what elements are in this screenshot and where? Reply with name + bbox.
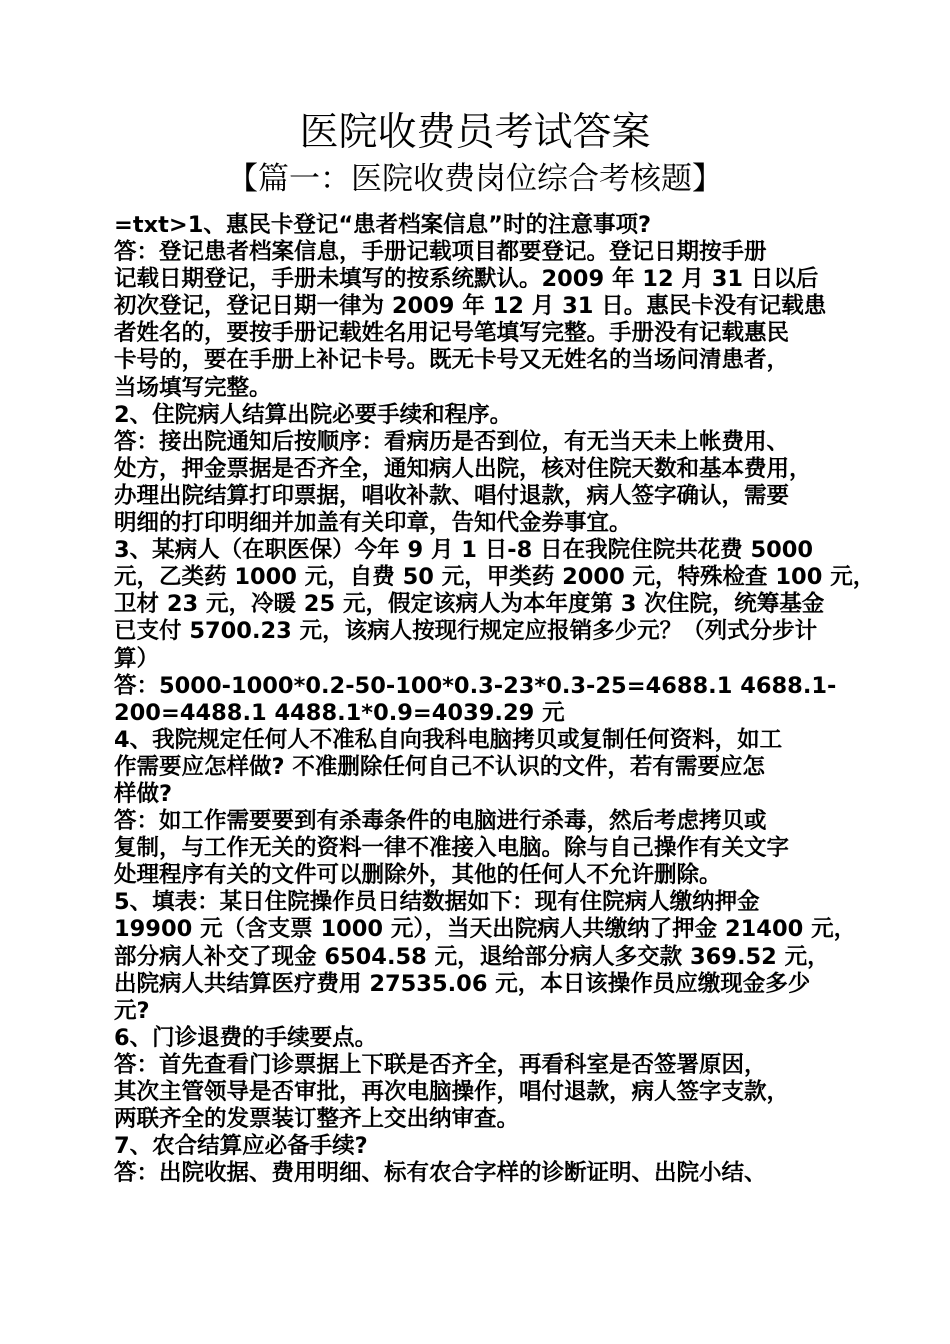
text-line: 已支付 5700.23 元，该病人按现行规定应报销多少元？（列式分步计 [114,618,818,645]
text-line: 明细的打印明细并加盖有关印章，告知代金券事宜。 [114,510,632,537]
document-title: 医院收费员考试答案 [299,110,651,155]
text-line: 19900 元（含支票 1000 元），当天出院病人共缴纳了押金 21400 元， [114,916,857,943]
text-line: 4、我院规定任何人不准私自向我科电脑拷贝或复制任何资料，如工 [114,726,783,753]
text-line: 6、门诊退费的手续要点。 [114,1024,378,1051]
text-line: 5、填表：某日住院操作员日结数据如下：现有住院病人缴纳押金 [114,889,760,916]
text-line: 3、某病人（在职医保）今年 9 月 1 日-8 日在我院住院共花费 5000 [114,537,814,564]
text-line: 2、住院病人结算出院必要手续和程序。 [114,401,513,428]
text-line: 答：出院收据、费用明细、标有农合字样的诊断证明、出院小结、 [114,1160,767,1187]
text-line: 答：如工作需要要到有杀毒条件的电脑进行杀毒，然后考虑拷贝或 [114,808,767,835]
text-line: 处方，押金票据是否齐全，通知病人出院，核对住院天数和基本费用， [114,455,812,482]
text-line: 两联齐全的发票装订整齐上交出纳审查。 [114,1106,520,1133]
text-line: 答：接出院通知后按顺序：看病历是否到位，有无当天未上帐费用、 [114,428,790,455]
text-line: 部分病人补交了现金 6504.58 元，退给部分病人多交款 369.52 元， [114,943,830,970]
text-line: 卡号的，要在手册上补记卡号。既无卡号又无姓名的当场问清患者， [114,347,790,374]
text-line: 200=4488.1 4488.1*0.9=4039.29 元 [114,699,565,726]
text-line: 作需要应怎样做? 不准删除任何自己不认识的文件，若有需要应怎 [114,753,765,780]
text-line: 者姓名的，要按手册记载姓名用记号笔填写完整。手册没有记载惠民 [114,320,790,347]
text-line: 算） [114,645,160,672]
text-line: 样做? [114,780,173,807]
text-line: 答：登记患者档案信息，手册记载项目都要登记。登记日期按手册 [114,239,767,266]
text-line: 初次登记，登记日期一律为 2009 年 12 月 31 日。惠民卡没有记载患 [114,293,827,320]
text-line: 记载日期登记，手册未填写的按系统默认。2009 年 12 月 31 日以后 [114,266,819,293]
text-line: 元? [114,997,150,1024]
text-line: 元，乙类药 1000 元，自费 50 元，甲类药 2000 元，特殊检查 100 元， [114,564,876,591]
text-line: 7、农合结算应必备手续? [114,1133,368,1160]
text-line: 卫材 23 元，冷暖 25 元，假定该病人为本年度第 3 次住院，统筹基金 [114,591,825,618]
text-line: 答：首先查看门诊票据上下联是否齐全，再看科室是否签署原因， [114,1051,767,1078]
text-line: 处理程序有关的文件可以删除外，其他的任何人不允许删除。 [114,862,722,889]
text-line: 其次主管领导是否审批，再次电脑操作，唱付退款，病人签字支款， [114,1079,790,1105]
text-line: =txt>1、惠民卡登记“患者档案信息”时的注意事项? [114,212,652,238]
text-line: 答：5000-1000*0.2-50-100*0.3-23*0.3-25=4688.1 4688.1- [114,672,837,699]
text-line: 复制，与工作无关的资料一律不准接入电脑。除与自己操作有关文字 [114,835,790,862]
document-body [114,212,876,1187]
text-line: 办理出院结算打印票据，唱收补款、唱付退款，病人签字确认，需要 [114,482,790,509]
text-line: 出院病人共结算医疗费用 27535.06 元，本日该操作员应缴现金多少 [114,970,811,997]
document-subtitle: 【篇一：医院收费岗位综合考核题】 [227,161,723,197]
text-line: 当场填写完整。 [114,374,272,401]
